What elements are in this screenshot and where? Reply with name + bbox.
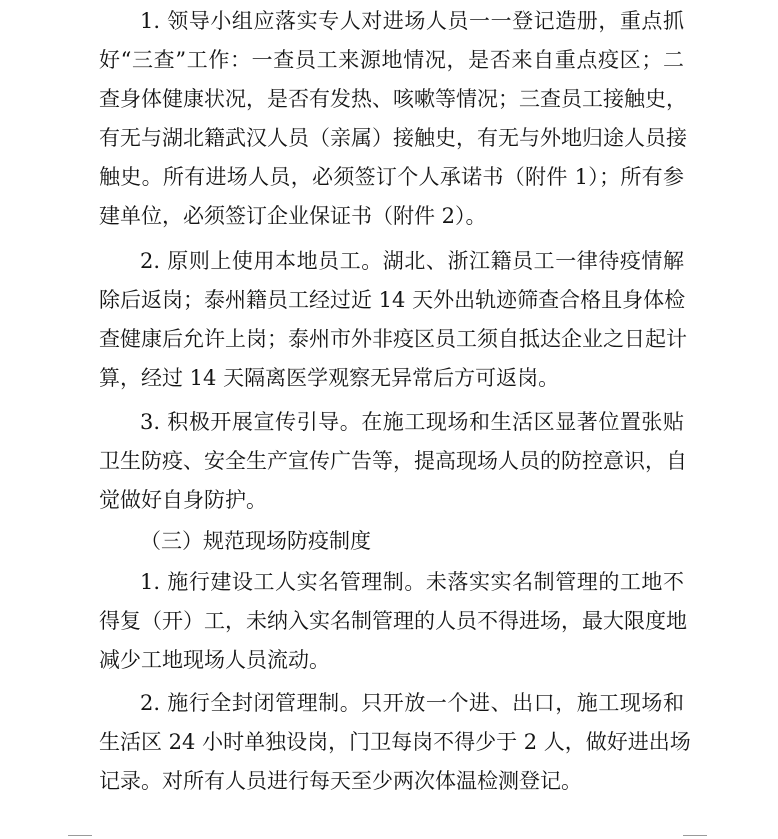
paragraph-line: 1. 施行建设工人实名管理制。未落实实名制管理的工地不 [140,570,684,594]
paragraph-line: 2. 施行全封闭管理制。只开放一个进、出口，施工现场和 [140,691,684,715]
section-heading: （三）规范现场防疫制度 [140,529,371,553]
paragraph-line: 建单位，必须签订企业保证书（附件 2）。 [99,204,487,228]
paragraph-line: 觉做好自身防护。 [99,488,267,512]
paragraph-line: 算，经过 14 天隔离医学观察无异常后方可返岗。 [99,366,560,390]
paragraph-line: 1. 领导小组应落实专人对进场人员一一登记造册，重点抓 [140,9,684,33]
paragraph-line: 得复（开）工，未纳入实名制管理的人员不得进场，最大限度地 [99,609,687,633]
paragraph-line: 3. 积极开展宣传引导。在施工现场和生活区显著位置张贴 [140,410,684,434]
paragraph-line: 触史。所有进场人员，必须签订个人承诺书（附件 1）；所有参 [99,165,684,189]
paragraph-line: 记录。对所有人员进行每天至少两次体温检测登记。 [99,769,582,793]
paragraph-line: 减少工地现场人员流动。 [99,648,330,672]
paragraph-line: 好“三查”工作：一查员工来源地情况，是否来自重点疫区；二 [99,48,684,72]
page-corner-mark-right [683,835,707,836]
paragraph-line: 除后返岗；泰州籍员工经过近 14 天外出轨迹筛查合格且身体检 [99,288,686,312]
paragraph-line: 2. 原则上使用本地员工。湖北、浙江籍员工一律待疫情解 [140,249,684,273]
paragraph-line: 查身体健康状况，是否有发热、咳嗽等情况；三查员工接触史， [99,87,687,111]
paragraph-line: 卫生防疫、安全生产宣传广告等，提高现场人员的防控意识，自 [99,449,687,473]
paragraph-line: 有无与湖北籍武汉人员（亲属）接触史，有无与外地归途人员接 [99,126,687,150]
page-corner-mark-left [68,835,92,836]
paragraph-line: 查健康后允许上岗；泰州市外非疫区员工须自抵达企业之日起计 [99,327,687,351]
paragraph-line: 生活区 24 小时单独设岗，门卫每岗不得少于 2 人，做好进出场 [99,730,691,754]
